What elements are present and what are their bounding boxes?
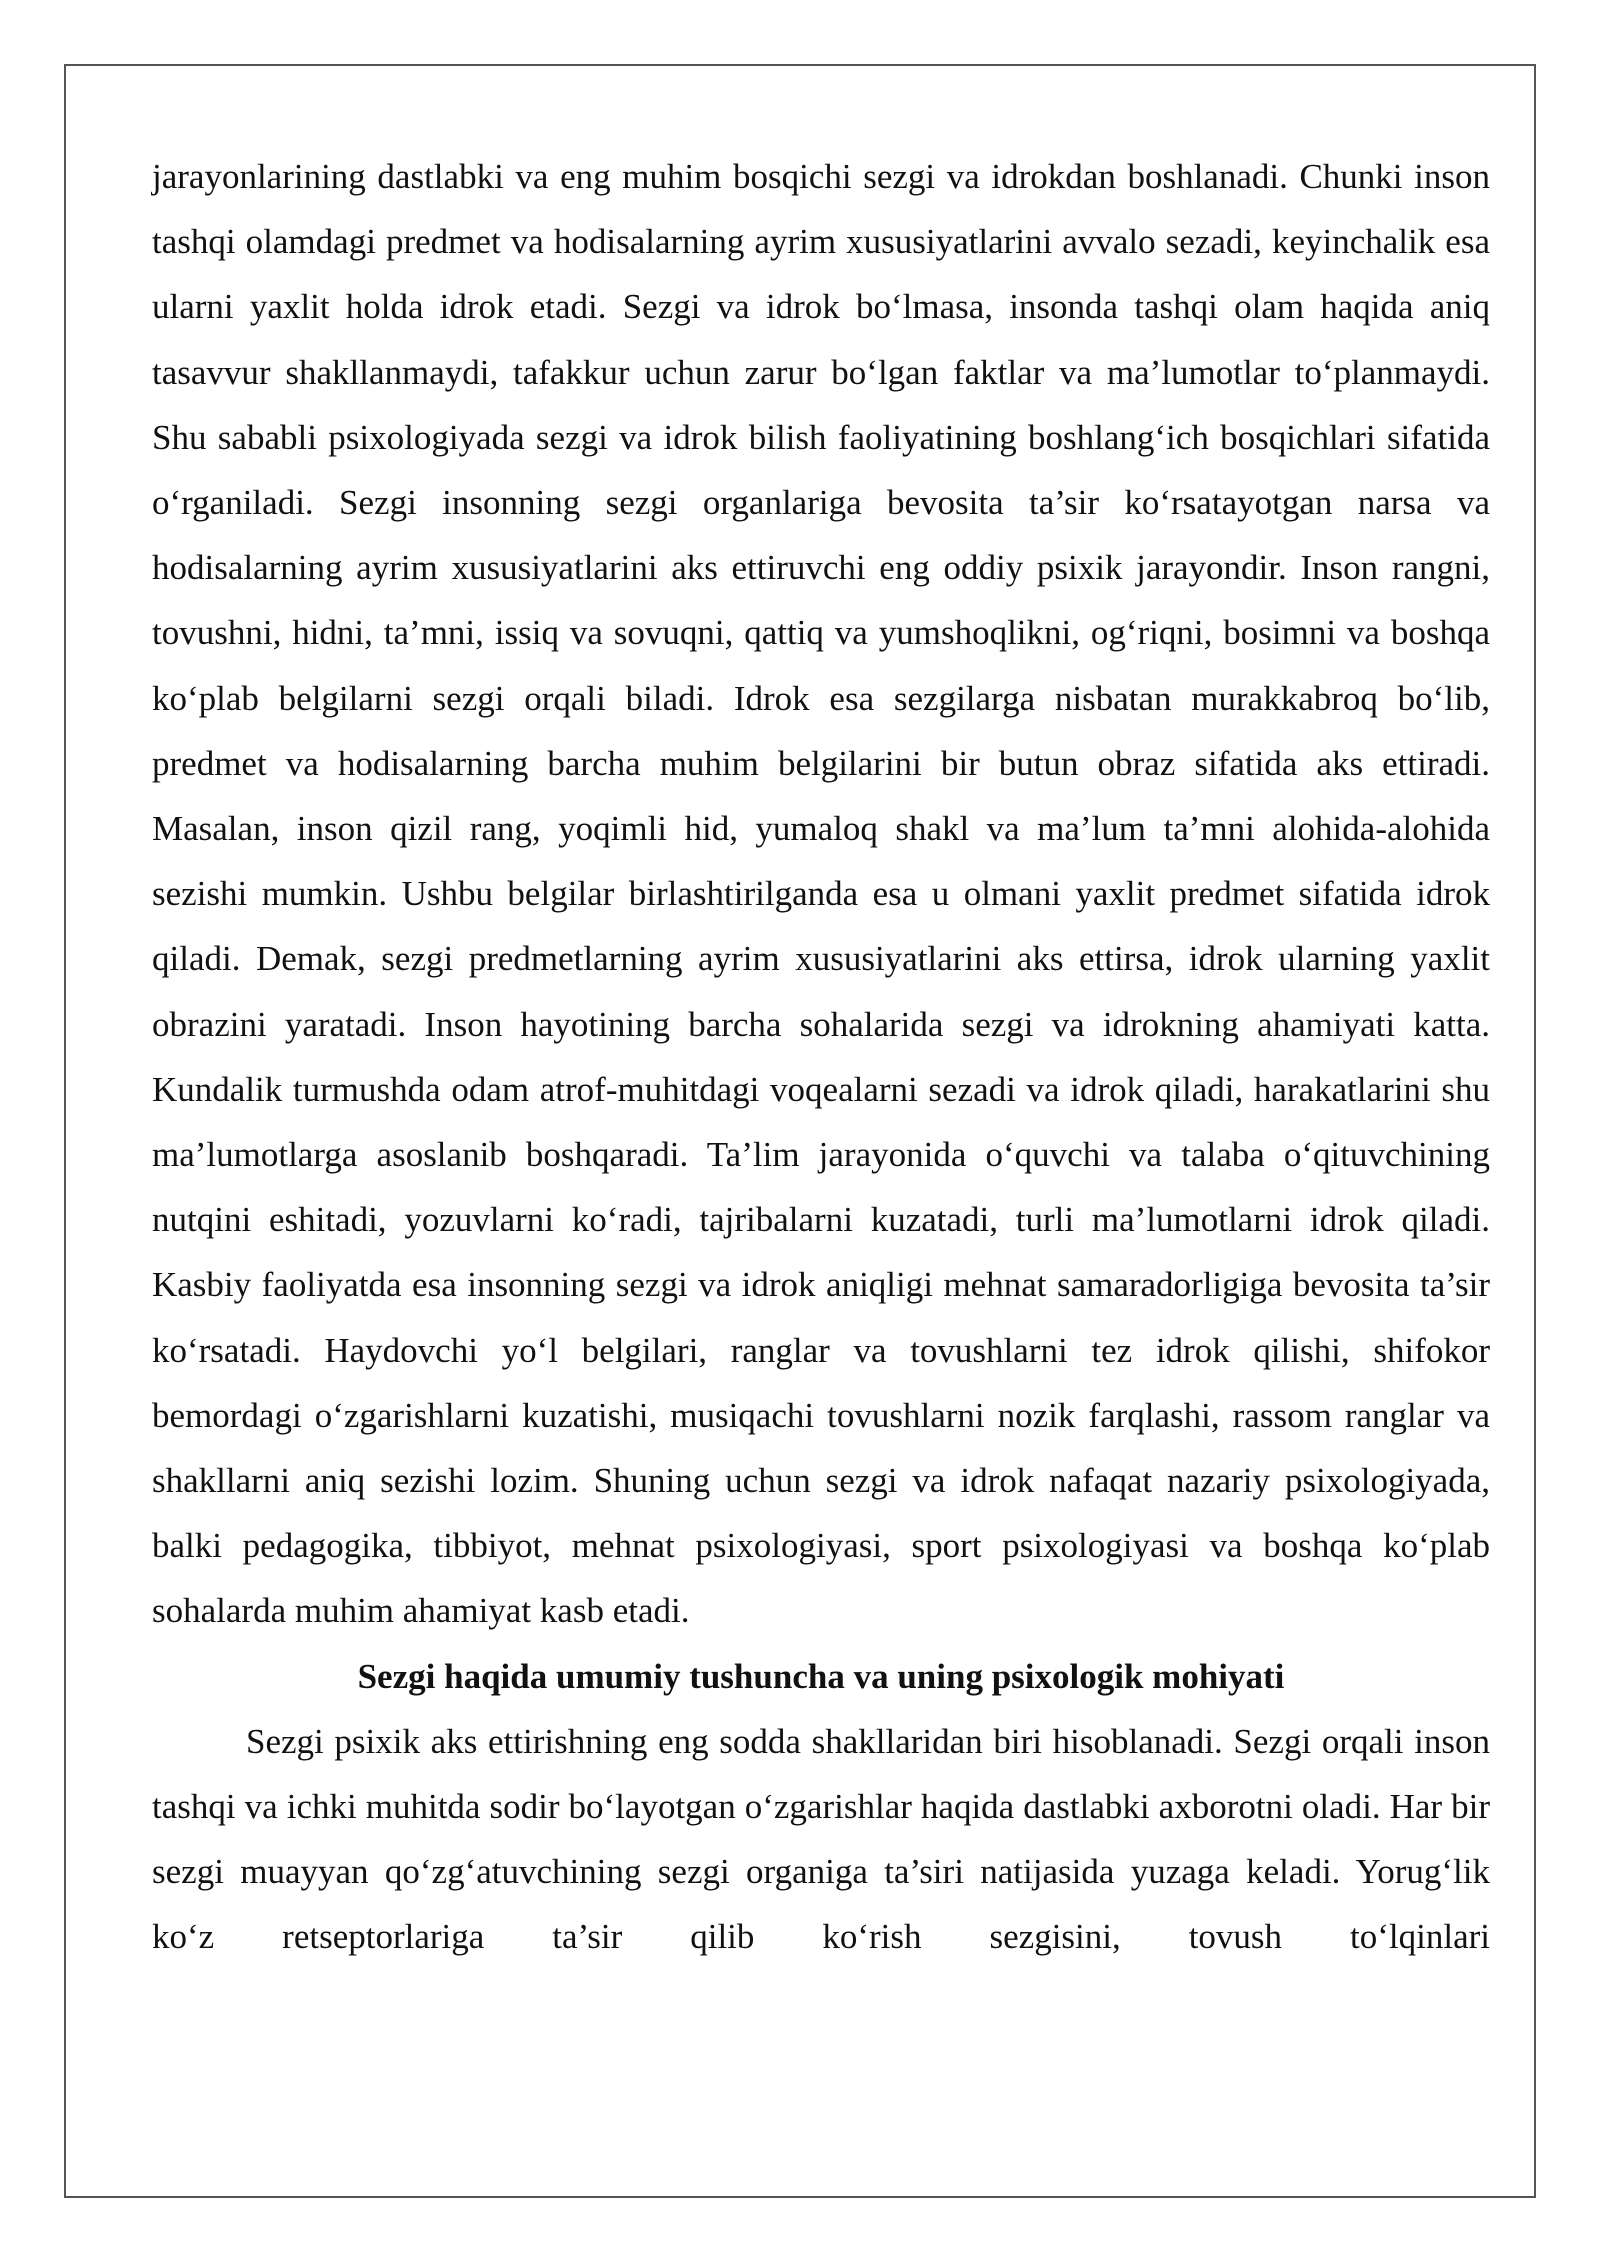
section-heading: Sezgi haqida umumiy tushuncha va uning psixologik mohiyati <box>357 1656 1285 1696</box>
body-paragraph-1: jarayonlarining dastlabki va eng muhim bosqichi sezgi va idrokdan boshlanadi. Chunki inson tashqi olamdagi predmet va hodisalarning ayrim xususiyatlarini avvalo sezadi, keyinchalik esa ularni yaxlit holda idrok etadi. Sezgi va idrok bo‘lmasa, insonda tashqi olam haqida aniq tasavvur shakllanmaydi, tafakkur uchun zarur bo‘lgan faktlar va ma’lumotlar to‘planmaydi. Shu sababli psixologiyada sezgi va idrok bilish faoliyatining boshlang‘ich bosqichlari sifatida o‘rganiladi. Sezgi insonning sezgi organlariga bevosita ta’sir ko‘rsatayotgan narsa va hodisalarning ayrim xususiyatlarini aks ettiruvchi eng oddiy psixik jarayondir. Inson rangni, tovushni, hidni, ta’mni, issiq va sovuqni, qattiq va yumshoqlikni, og‘riqni, bosimni va boshqa ko‘plab belgilarni sezgi orqali biladi. Idrok esa sezgilarga nisbatan murakkabroq bo‘lib, predmet va hodisalarning barcha muhim belgilarini bir butun obraz sifatida aks ettiradi. Masalan, inson qizil rang, yoqimli hid, yumaloq shakl va ma’lum ta’mni alohida-alohida sezishi mumkin. Ushbu belgilar birlashtirilganda esa u olmani yaxlit predmet sifatida idrok qiladi. Demak, sezgi predmetlarning ayrim xususiyatlarini aks ettirsa, idrok ularning yaxlit obrazini yaratadi. Inson hayotining barcha sohalarida sezgi va idrokning ahamiyati katta. Kundalik turmushda odam atrof-muhitdagi voqealarni sezadi va idrok qiladi, harakatlarini shu ma’lumotlarga asoslanib boshqaradi. Ta’lim jarayonida o‘quvchi va talaba o‘qituvchining nutqini eshitadi, yozuvlarni ko‘radi, tajribalarni kuzatadi, turli ma’lumotlarni idrok qiladi. Kasbiy faoliyatda esa insonning sezgi va idrok aniqligi mehnat samaradorligiga bevosita ta’sir ko‘rsatadi. Haydovchi yo‘l belgilari, ranglar va tovushlarni tez idrok qilishi, shifokor bemordagi o‘zgarishlarni kuzatishi, musiqachi tovushlarni nozik farqlashi, rassom ranglar va shakllarni aniq sezishi lozim. Shuning uchun sezgi va idrok nafaqat nazariy psixologiyada, balki pedagogika, tibbiyot, mehnat psixologiyasi, sport psixologiyasi va boshqa ko‘plab sohalarda muhim ahamiyat kasb etadi. <box>152 157 1490 1631</box>
body-paragraph-2: Sezgi psixik aks ettirishning eng sodda shakllaridan biri hisoblanadi. Sezgi orqali inson tashqi va ichki muhitda sodir bo‘layotgan o‘zgarishlar haqida dastlabki axborotni oladi. Har bir sezgi muayyan qo‘zg‘atuvchining sezgi organiga ta’siri natijasida yuzaga keladi. Yorug‘lik ko‘z retseptorlariga ta’sir qilib ko‘rish sezgisini, tovush to‘lqinlari <box>152 1721 1490 1957</box>
document-body <box>152 144 1490 1970</box>
